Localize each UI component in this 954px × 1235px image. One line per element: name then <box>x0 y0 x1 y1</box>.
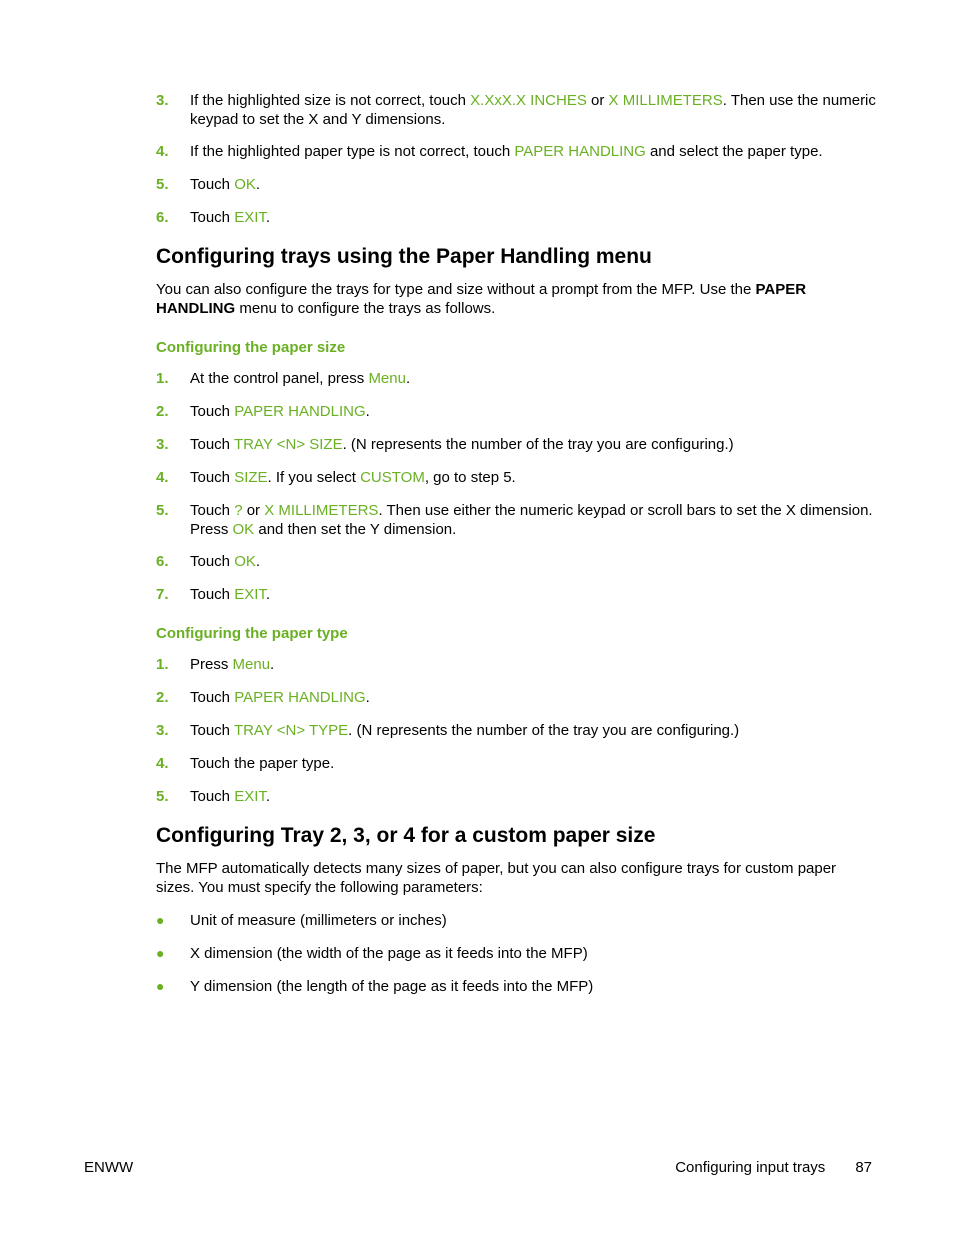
step-number: 3. <box>156 436 169 453</box>
step-number: 3. <box>156 722 169 739</box>
step-number: 7. <box>156 586 169 603</box>
list-item: 4. Touch SIZE. If you select CUSTOM, go to step 5. <box>156 469 516 486</box>
menu-item-name: X MILLIMETERS <box>264 502 379 519</box>
step-number: 1. <box>156 656 169 673</box>
step-number: 1. <box>156 370 169 387</box>
bullet-icon: ● <box>156 978 165 994</box>
section-intro: The MFP automatically detects many sizes of paper, but you can also configure trays for custom paper sizes. You must specify the following parameters: <box>156 860 837 896</box>
page-content <box>156 91 876 996</box>
list-item: 5. Touch EXIT. <box>156 788 271 805</box>
section-heading: Configuring trays using the Paper Handling menu <box>156 245 652 268</box>
menu-item-name: X MILLIMETERS <box>608 92 723 109</box>
menu-item-name: Menu <box>368 370 406 387</box>
menu-item-name: Menu <box>232 656 271 673</box>
list-item: 1. At the control panel, press Menu. <box>156 370 411 387</box>
list-item: 3. If the highlighted size is not correct, touch X.XxX.X INCHES or X MILLIMETERS. Then use the numeric keypad to set the X and Y dimensions. <box>156 92 876 128</box>
menu-item-name: EXIT <box>234 586 266 603</box>
list-item: 5. Touch OK. <box>156 176 261 193</box>
menu-item-name: OK <box>232 521 255 538</box>
step-number: 5. <box>156 176 169 193</box>
step-number: 2. <box>156 689 169 706</box>
list-item: 3. Touch TRAY <N> TYPE. (N represents the number of the tray you are configuring.) <box>156 722 740 739</box>
menu-item-name: OK <box>234 176 256 193</box>
step-number: 6. <box>156 553 169 570</box>
list-item: 3. Touch TRAY <N> SIZE. (N represents the number of the tray you are configuring.) <box>156 436 734 453</box>
menu-item-name: PAPER HANDLING <box>234 689 366 706</box>
menu-item-name: OK <box>234 553 256 570</box>
step-number: 5. <box>156 502 169 519</box>
menu-item-name: PAPER HANDLING <box>514 143 646 160</box>
step-number: 4. <box>156 143 169 160</box>
list-item: 1. Press Menu. <box>156 656 275 673</box>
menu-item-name: EXIT <box>234 788 266 805</box>
step-number: 3. <box>156 92 169 109</box>
page-number: 87 <box>855 1159 872 1176</box>
section-heading: Configuring Tray 2, 3, or 4 for a custom paper size <box>156 824 656 847</box>
menu-item-name: ? <box>234 502 243 519</box>
list-item: 4. If the highlighted paper type is not correct, touch PAPER HANDLING and select the paper type. <box>156 143 823 160</box>
menu-item-name: CUSTOM <box>360 469 425 486</box>
menu-item-name: PAPER HANDLING <box>234 403 366 420</box>
list-item: 2. Touch PAPER HANDLING. <box>156 689 370 706</box>
list-item: 6. Touch OK. <box>156 553 261 570</box>
footer-left-label: ENWW <box>84 1159 134 1176</box>
list-item: 6. Touch EXIT. <box>156 209 271 226</box>
menu-item-name: X.XxX.X INCHES <box>470 92 587 109</box>
menu-item-name: TRAY <N> TYPE <box>233 722 349 739</box>
menu-item-name: EXIT <box>234 209 266 226</box>
page-footer <box>84 1158 872 1178</box>
step-number: 5. <box>156 788 169 805</box>
step-number: 4. <box>156 755 169 772</box>
footer-right <box>675 1158 872 1178</box>
bullet-icon: ● <box>156 912 165 928</box>
step-number: 4. <box>156 469 169 486</box>
list-item: 7. Touch EXIT. <box>156 586 271 603</box>
step-number: 6. <box>156 209 169 226</box>
menu-item-name: TRAY <N> SIZE <box>233 436 343 453</box>
subsection-heading: Configuring the paper size <box>156 339 346 356</box>
footer-section-title: Configuring input trays <box>675 1159 826 1176</box>
bullet-icon: ● <box>156 945 165 961</box>
list-item: ● Y dimension (the length of the page as it feeds into the MFP) <box>156 978 594 995</box>
list-item: 2. Touch PAPER HANDLING. <box>156 403 370 420</box>
list-item: ● X dimension (the width of the page as it feeds into the MFP) <box>156 945 588 962</box>
section-intro: You can also configure the trays for type and size without a prompt from the MFP. Use the PAPER HANDLING menu to configure the trays as follows. <box>156 281 807 317</box>
list-item: ● Unit of measure (millimeters or inches) <box>156 912 447 929</box>
list-item: 4. Touch the paper type. <box>156 755 335 772</box>
menu-item-name: SIZE <box>234 469 268 486</box>
step-number: 2. <box>156 403 169 420</box>
subsection-heading: Configuring the paper type <box>156 625 348 642</box>
list-item: 5. Touch ? or X MILLIMETERS. Then use either the numeric keypad or scroll bars to set the X dimension. Press OK and then set the Y dimension. <box>156 502 873 538</box>
